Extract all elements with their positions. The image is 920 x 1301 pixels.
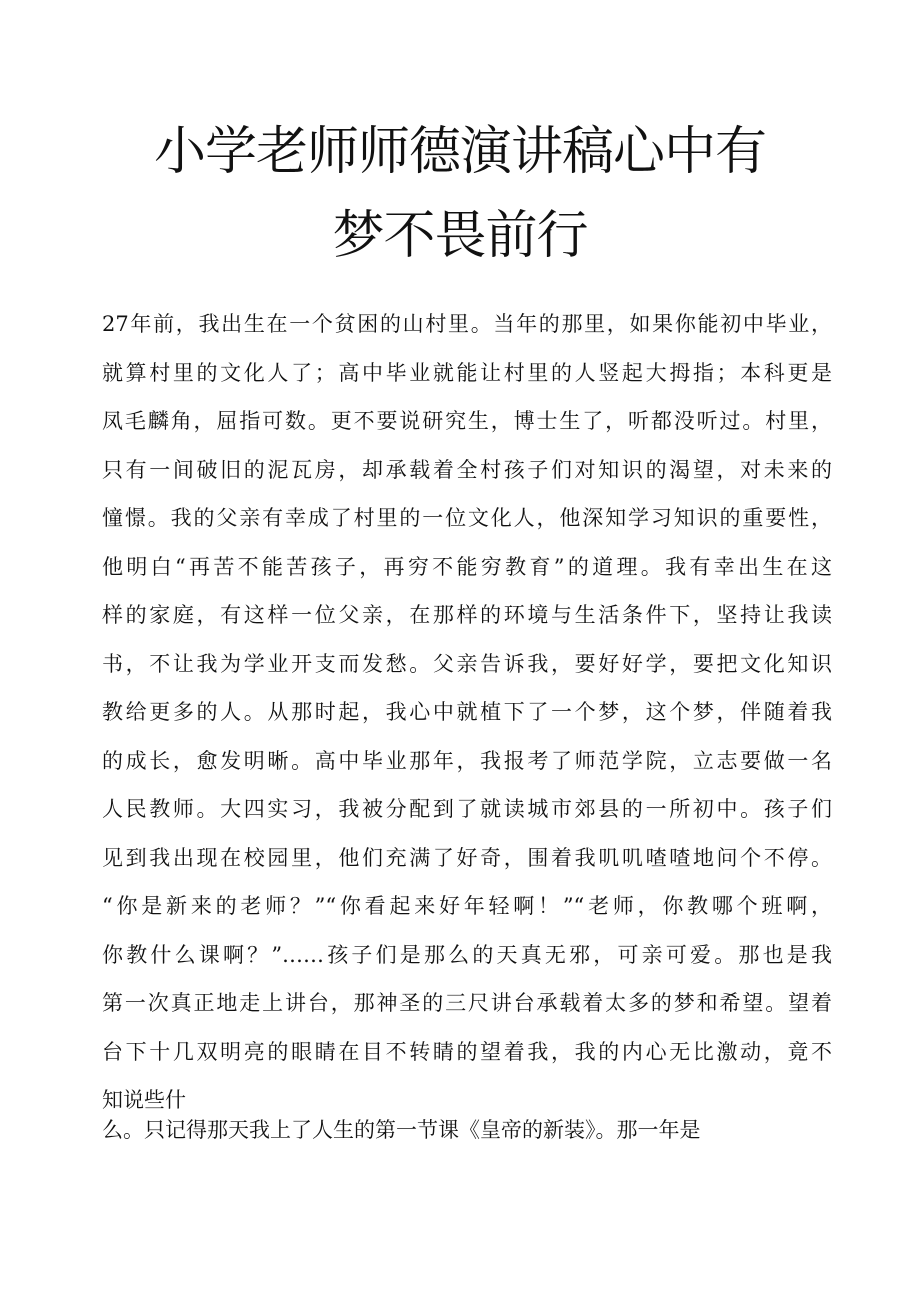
text-line: 他明白“再苦不能苦孩子，再穷不能穷教育”的道理。我有幸出生在这 [102, 554, 832, 579]
text-line: 台下十几双明亮的眼睛在目不转睛的望着我，我的内心无比激动，竟不 [102, 1039, 832, 1064]
text-line: 见到我出现在校园里，他们充满了好奇，围着我叽叽喳喳地问个不停。 [102, 845, 832, 870]
document-title-line-2: 梦不畏前行 [332, 206, 588, 266]
text-line: 凤毛麟角，屈指可数。更不要说研究生，博士生了，听都没听过。村里， [102, 409, 832, 433]
body-paragraph-2 [102, 1106, 832, 1155]
text-line: 教给更多的人。从那时起，我心中就植下了一个梦，这个梦，伴随着我 [102, 700, 832, 724]
text-line: 你教什么课啊？”……孩子们是那么的天真无邪，可亲可爱。那也是我 [102, 942, 832, 967]
text-line: 人民教师。大四实习，我被分配到了就读城市郊县的一所初中。孩子们 [102, 797, 832, 821]
text-line: 的成长，愈发明晰。高中毕业那年，我报考了师范学院，立志要做一名 [102, 748, 832, 773]
text-line: 憧憬。我的父亲有幸成了村里的一位文化人，他深知学习知识的重要性， [102, 506, 832, 530]
text-line: 么。只记得那天我上了人生的第一节课《皇帝的新装》。那一年是 [102, 1118, 701, 1142]
body-paragraph-1 [102, 300, 832, 1125]
text-line: 书，不让我为学业开支而发愁。父亲告诉我，要好好学，要把文化知识 [102, 651, 832, 676]
text-line: 就算村里的文化人了；高中毕业就能让村里的人竖起大拇指；本科更是 [102, 360, 832, 385]
text-line: 知说些什 [102, 1088, 186, 1112]
text-line: 第一次真正地走上讲台，那神圣的三尺讲台承载着太多的梦和希望。望着 [102, 991, 832, 1015]
text-line: 样的家庭，有这样一位父亲，在那样的环境与生活条件下，坚持让我读 [102, 603, 832, 627]
text-line: 只有一间破旧的泥瓦房，却承载着全村孩子们对知识的渴望，对未来的 [102, 457, 832, 482]
text-line: “你是新来的老师？”“你看起来好年轻啊！”“老师，你教哪个班啊， [102, 894, 832, 918]
text-line: 27年前，我出生在一个贫困的山村里。当年的那里，如果你能初中毕业， [102, 312, 832, 336]
document-title-line-1: 小学老师师德演讲稿心中有 [153, 122, 766, 182]
